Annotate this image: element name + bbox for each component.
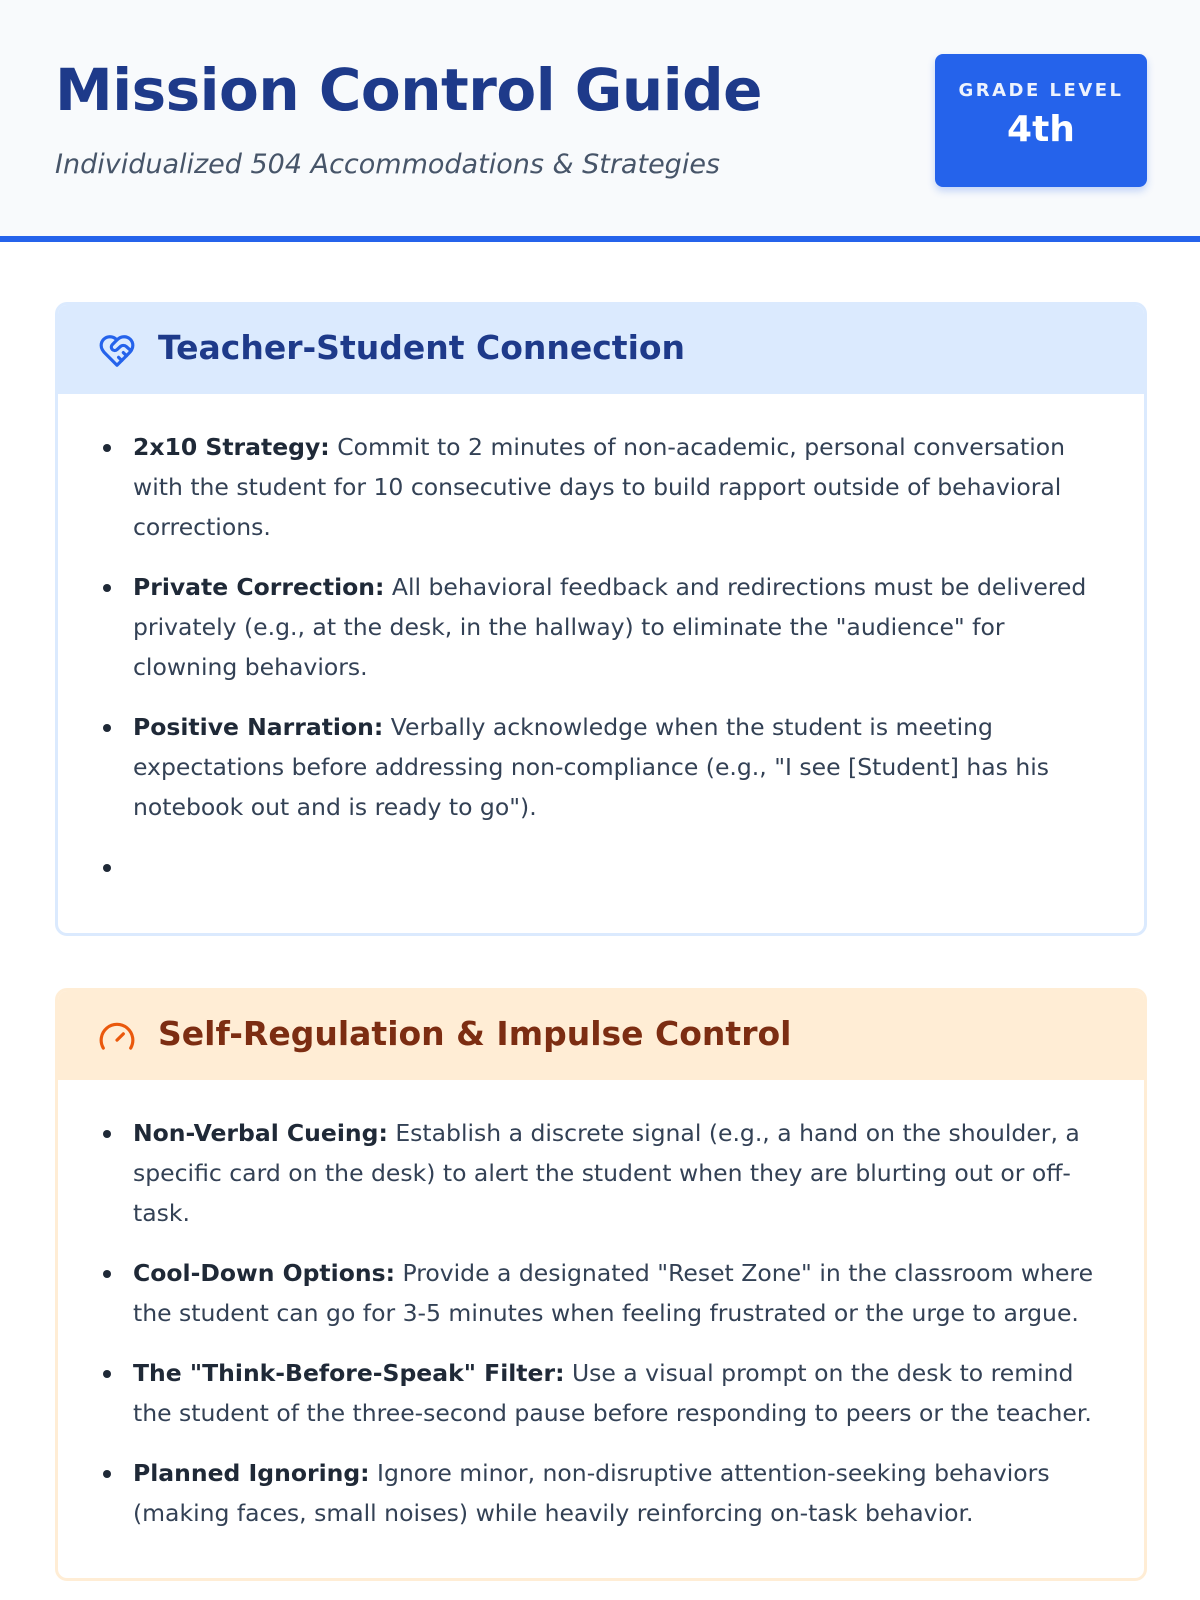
list-item [133, 427, 1099, 547]
empty-list-item [133, 847, 1099, 887]
section-title: Self-Regulation & Impulse Control [158, 1014, 792, 1053]
item-description: Ignore minor, non-disruptive attention-seeking behaviors (making faces, small noises) while heavily reinforcing on-task behavior. [133, 1459, 1050, 1527]
gauge-icon [98, 1018, 136, 1056]
grade-level-badge [935, 54, 1147, 187]
list-item [133, 1253, 1099, 1333]
section-header [58, 305, 1144, 394]
section-self-regulation [55, 988, 1147, 1581]
item-description: Provide a designated "Reset Zone" in the classroom where the student can go for 3-5 minutes when feeling frustrated or the urge to argue. [133, 1259, 1094, 1327]
grade-level-label: GRADE LEVEL [958, 80, 1124, 101]
item-description: Establish a discrete signal (e.g., a hand on the shoulder, a specific card on the desk) to alert the student when they are blurting out or off-task. [133, 1119, 1080, 1227]
page-header [0, 0, 1200, 242]
page-title: Mission Control Guide [55, 56, 762, 124]
grade-level-value: 4th [1007, 109, 1075, 150]
item-description: Use a visual prompt on the desk to remind the student of the three-second pause before responding to peers or the teacher. [133, 1359, 1092, 1427]
accommodation-list [58, 1080, 1144, 1533]
page-subtitle: Individualized 504 Accommodations & Strategies [55, 149, 720, 180]
item-term: Non-Verbal Cueing: [133, 1119, 388, 1147]
list-item [133, 567, 1099, 687]
item-term: Private Correction: [133, 573, 385, 601]
item-term: Positive Narration: [133, 713, 384, 741]
item-term: Planned Ignoring: [133, 1459, 370, 1487]
accommodation-list [58, 394, 1144, 887]
list-item [133, 1353, 1099, 1433]
item-description: Commit to 2 minutes of non-academic, personal conversation with the student for 10 consecutive days to build rapport outside of behavioral corrections. [133, 433, 1066, 541]
heart-handshake-icon [98, 332, 136, 370]
item-term: Cool-Down Options: [133, 1259, 395, 1287]
item-term: The "Think-Before-Speak" Filter: [133, 1359, 565, 1387]
item-term: 2x10 Strategy: [133, 433, 330, 461]
section-teacher-student-connection [55, 302, 1147, 936]
section-header [58, 991, 1144, 1080]
section-title: Teacher-Student Connection [158, 328, 686, 367]
item-description: All behavioral feedback and redirections must be delivered privately (e.g., at the desk, in the hallway) to eliminate the "audience" for clowning behaviors. [133, 573, 1087, 681]
list-item [133, 707, 1099, 827]
list-item [133, 1453, 1099, 1533]
item-description: Verbally acknowledge when the student is meeting expectations before addressing non-compliance (e.g., "I see [Student] has his notebook out and is ready to go"). [133, 713, 1050, 821]
list-item [133, 1113, 1099, 1233]
